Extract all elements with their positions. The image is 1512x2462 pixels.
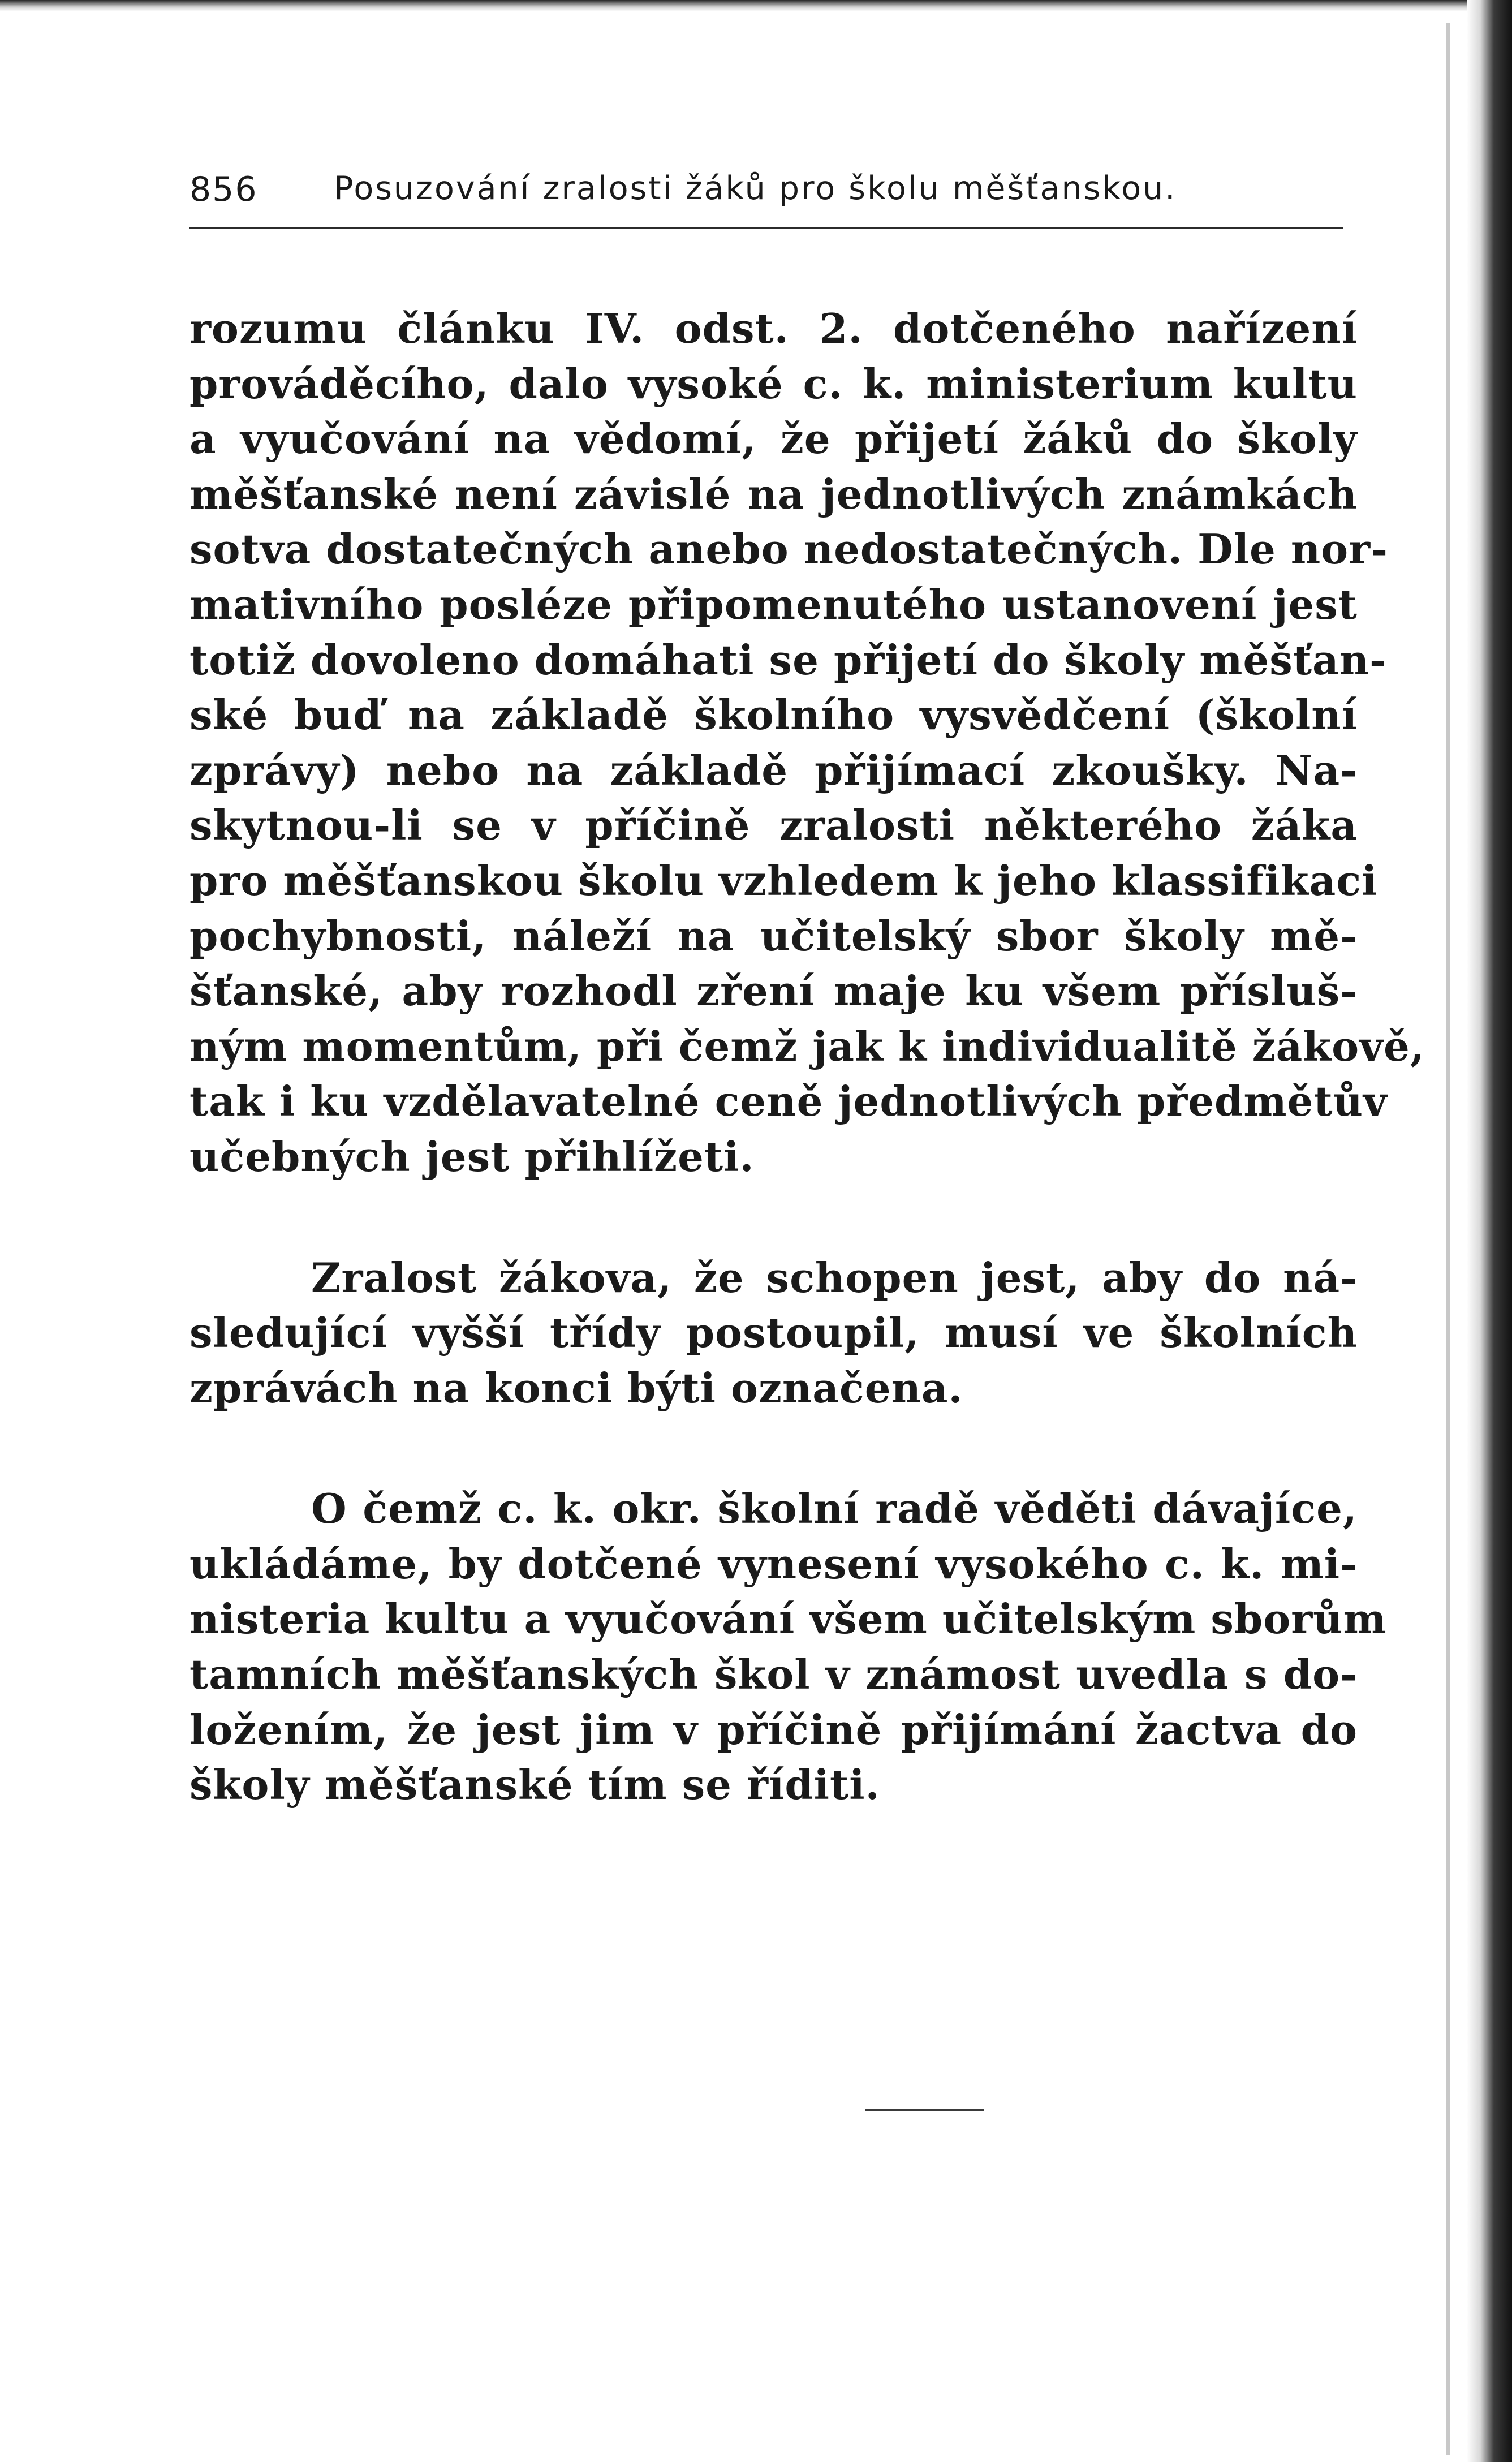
text-line: ložením, že jest jim v příčině přijímání žactva do (189, 1705, 1358, 1754)
header-rule (189, 227, 1343, 229)
text-line: sledující vyšší třídy postoupil, musí ve školních (189, 1309, 1358, 1357)
page-header (189, 164, 1358, 232)
text-line: šťanské, aby rozhodl zření maje ku všem přísluš- (189, 967, 1358, 1015)
text-line: ukládáme, by dotčené vynesení vysokého c. k. mi- (189, 1539, 1358, 1588)
text-line: a vyučování na vědomí, že přijetí žáků do školy (189, 415, 1358, 463)
text-line: mativního posléze připomenutého ustanovení jest (189, 580, 1358, 629)
scan-edge-shadow (1446, 23, 1450, 2455)
text-line: učebných jest přihlížeti. (189, 1132, 755, 1181)
running-title: Posuzování zralosti žáků pro školu měšťanskou. (334, 170, 1177, 207)
text-line: skytnou-li se v příčině zralosti některého žáka (189, 801, 1358, 850)
text-line: totiž dovoleno domáhati se přijetí do školy měšťan- (189, 635, 1387, 684)
text-line: O čemž c. k. okr. školní radě věděti dávajíce, (311, 1484, 1358, 1533)
book-page (189, 164, 1425, 1809)
text-line: ské buď na základě školního vysvědčení (školní (189, 691, 1358, 739)
text-line: tak i ku vzdělavatelné ceně jednotlivých předmětův (189, 1077, 1388, 1126)
text-line: sotva dostatečných anebo nedostatečných. Dle nor- (189, 525, 1388, 574)
text-line: tamních měšťanských škol v známost uvedla s do- (189, 1650, 1358, 1699)
end-rule (865, 2109, 984, 2111)
text-line: nisteria kultu a vyučování všem učitelským sborům (189, 1595, 1387, 1643)
text-line: pro měšťanskou školu vzhledem k jeho klassifikaci (189, 856, 1378, 905)
text-line: pochybnosti, náleží na učitelský sbor školy mě- (189, 911, 1358, 960)
text-line: prováděcího, dalo vysoké c. k. ministerium kultu (189, 359, 1358, 408)
text-line: ným momentům, při čemž jak k individualitě žákově, (189, 1022, 1425, 1070)
text-line: rozumu článku IV. odst. 2. dotčeného nařízení (189, 304, 1358, 352)
text-line: Zralost žákova, že schopen jest, aby do ná- (311, 1253, 1358, 1302)
scan-edge-top (0, 0, 1512, 11)
text-line: měšťanské není závislé na jednotlivých známkách (189, 470, 1358, 518)
text-line: zprávy) nebo na základě přijímací zkoušky. Na- (189, 746, 1358, 794)
text-line: školy měšťanské tím se říditi. (189, 1761, 880, 1809)
scan-edge-right (1467, 0, 1512, 2462)
paragraph-3 (189, 1481, 1387, 1813)
paragraph-1 (189, 301, 1425, 1185)
page-number: 856 (189, 170, 258, 209)
text-line: zprávách na konci býti označena. (189, 1363, 963, 1412)
body-text (189, 301, 1425, 1813)
paragraph-2 (189, 1250, 1358, 1416)
